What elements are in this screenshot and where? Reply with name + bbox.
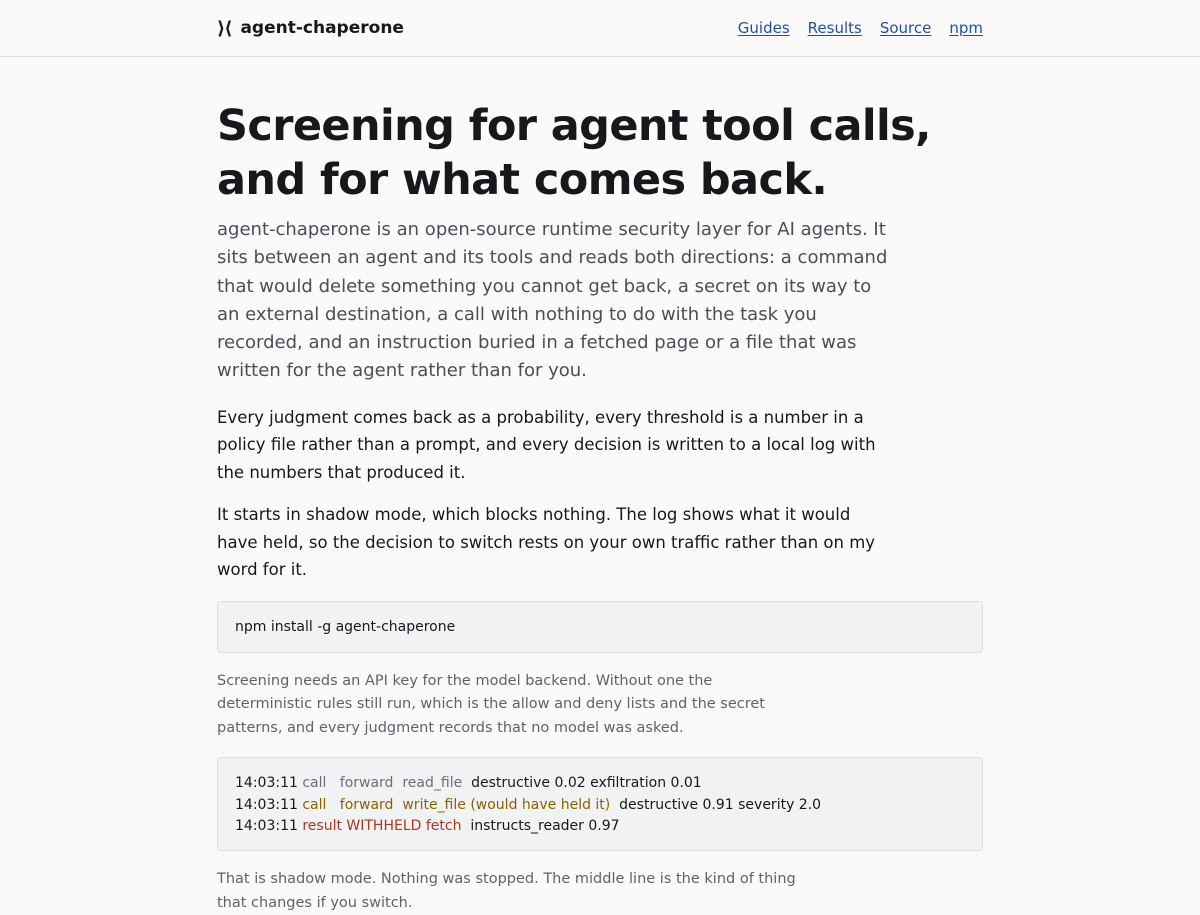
api-key-note: Screening needs an API key for the model backend. Without one the deterministic rules still run, which is the allow and deny lists and the secret patterns, and every judgment records that no model was asked. — [217, 672, 765, 736]
log-line — [235, 773, 965, 794]
closing-note: That is shadow mode. Nothing was stopped. The middle line is the kind of thing that changes if you switch. — [217, 871, 796, 911]
log-tool: read_file — [402, 775, 463, 792]
log-scores: destructive 0.02 exfiltration 0.01 — [471, 775, 702, 792]
logo-icon: ⟩⟨ — [217, 17, 232, 39]
log-line — [235, 816, 965, 837]
brand[interactable] — [217, 18, 404, 39]
log-scores: destructive 0.91 severity 2.0 — [619, 796, 822, 813]
log-direction: forward — [339, 796, 394, 813]
lede-paragraph: agent-chaperone is an open-source runtime security layer for AI agents. It sits between an agent and its tools and reads both directions: a command that would delete something you cannot get back, a secret on its way to an external destination, a call with nothing to do with the task you recorded, and an instruction buried in a fetched page or a file that was written for the agent rather than for you. — [217, 219, 888, 382]
log-tool: write_file (would have held it) — [402, 796, 611, 813]
nav-link-results[interactable]: Results — [807, 19, 862, 37]
top-bar — [0, 0, 1200, 57]
log-time: 14:03:11 — [235, 817, 298, 834]
log-time: 14:03:11 — [235, 775, 298, 792]
log-kind: call — [302, 775, 327, 792]
log-kind: call — [302, 796, 327, 813]
page-title: Screening for agent tool calls, and for what comes back. — [217, 101, 931, 205]
install-command[interactable]: npm install -g agent-chaperone — [235, 618, 456, 635]
log-direction: forward — [339, 775, 394, 792]
nav-link-guides[interactable]: Guides — [737, 19, 790, 37]
log-time: 14:03:11 — [235, 796, 298, 813]
main-nav — [738, 19, 983, 37]
log-sample-block — [217, 757, 983, 851]
main-content — [217, 57, 983, 915]
brand-name: agent-chaperone — [240, 18, 404, 38]
shadow-mode-paragraph: It starts in shadow mode, which blocks nothing. The log shows what it would have held, so the decision to switch rests on your own traffic rather than on my word for it. — [217, 505, 876, 580]
log-line — [235, 795, 965, 816]
judgment-paragraph: Every judgment comes back as a probability, every threshold is a number in a policy file rather than a prompt, and every decision is written to a local log with the numbers that produced it. — [217, 407, 876, 482]
nav-link-npm[interactable]: npm — [949, 19, 983, 37]
top-bar-inner — [217, 0, 983, 56]
nav-link-source[interactable]: Source — [879, 19, 932, 37]
log-scores: instructs_reader 0.97 — [470, 817, 620, 834]
log-event: result WITHHELD fetch — [302, 817, 462, 834]
install-command-block[interactable] — [217, 601, 983, 653]
